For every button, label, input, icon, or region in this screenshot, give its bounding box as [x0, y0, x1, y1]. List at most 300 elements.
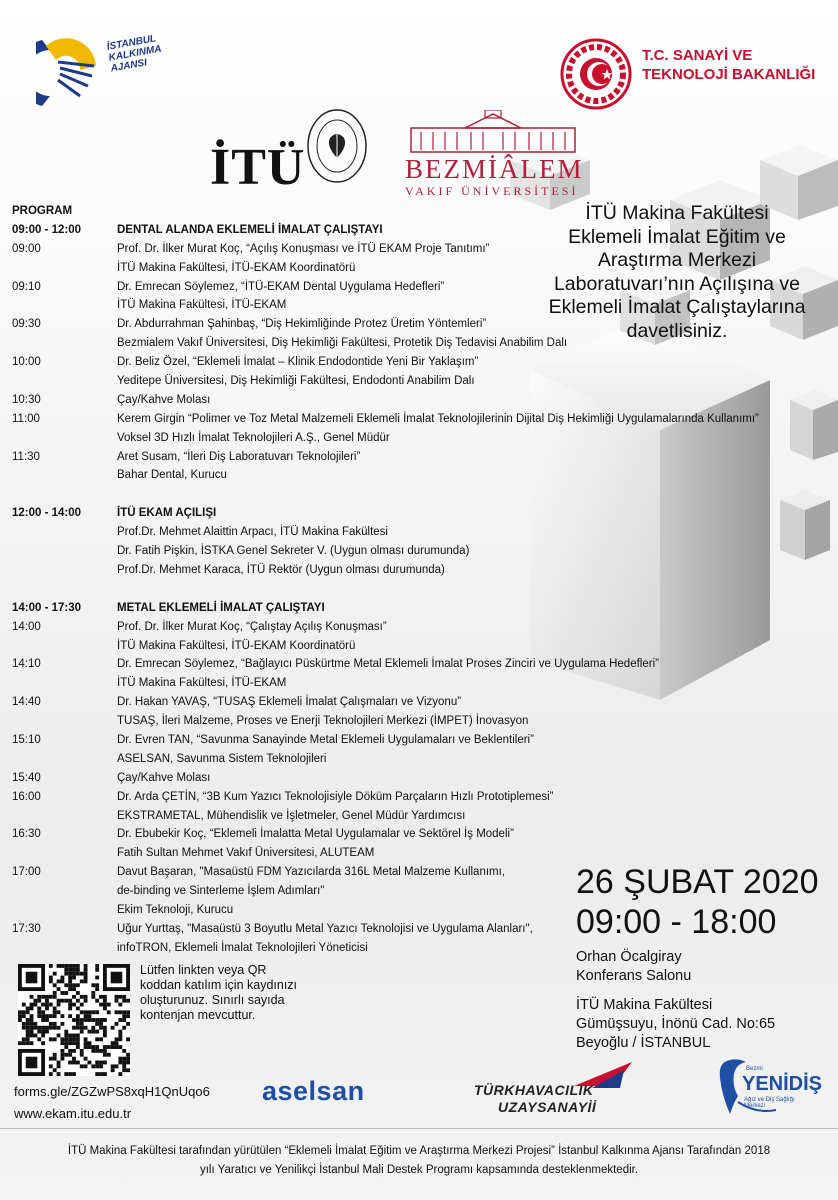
qr-module — [115, 1064, 119, 1068]
qr-module — [57, 1034, 61, 1038]
qr-module — [103, 1061, 107, 1065]
qr-module — [115, 1010, 119, 1014]
qr-module — [53, 1026, 57, 1030]
qr-module — [118, 1018, 122, 1022]
qr-module — [60, 979, 64, 983]
qr-module — [33, 1003, 37, 1007]
qr-module — [76, 1061, 80, 1065]
address-line: Beyoğlu / İSTANBUL — [576, 1035, 711, 1051]
qr-module — [80, 1030, 84, 1034]
qr-module — [60, 964, 64, 968]
qr-module — [118, 1003, 122, 1007]
session-time: 14:00 - 17:30 — [12, 601, 82, 614]
item-text: Dr. Fatih Pişkin, İSTKA Genel Sekreter V. (Uygun olması durumunda) — [117, 545, 470, 558]
qr-module — [57, 987, 61, 991]
qr-module — [49, 1057, 53, 1061]
qr-module — [84, 1026, 88, 1030]
qr-module — [72, 1003, 76, 1007]
program-row — [12, 240, 832, 259]
program-row — [12, 523, 832, 542]
invitation-line: Laboratuvarı’nın Açılışına ve — [553, 272, 801, 295]
item-text: İTÜ Makina Fakültesi, İTÜ-EKAM — [117, 299, 287, 312]
qr-code[interactable] — [18, 964, 130, 1076]
qr-module — [49, 1026, 53, 1030]
qr-module — [53, 1010, 57, 1014]
qr-module — [122, 1064, 126, 1068]
item-text: EKSTRAMETAL, Mühendislik ve İşletmeler, Genel Müdür Yardımcısı — [117, 809, 466, 822]
program-row — [12, 372, 832, 391]
item-time: 09:30 — [12, 318, 41, 331]
qr-module — [84, 1014, 88, 1018]
itu-seal-icon — [306, 108, 368, 184]
qr-module — [126, 1068, 130, 1072]
section-gap — [12, 485, 832, 504]
qr-module — [111, 1041, 115, 1045]
qr-module — [26, 1026, 30, 1030]
qr-module — [115, 1041, 119, 1045]
itu-logo: İTÜ — [210, 139, 306, 196]
item-time: 11:00 — [12, 412, 40, 425]
program-row — [12, 807, 832, 826]
qr-module — [26, 1034, 30, 1038]
address-line: İTÜ Makina Fakültesi — [576, 997, 713, 1013]
qr-module — [84, 976, 88, 980]
item-text: Prof.Dr. Mehmet Alaittin Arpacı, İTÜ Makina Fakültesi — [117, 526, 388, 539]
qr-module — [118, 995, 122, 999]
qr-module — [84, 1037, 88, 1041]
qr-module — [118, 1030, 122, 1034]
session-time: 12:00 - 14:00 — [12, 507, 82, 520]
qr-module — [84, 972, 88, 976]
qr-module — [76, 1045, 80, 1049]
qr-module — [115, 1045, 119, 1049]
qr-module — [68, 1014, 72, 1018]
qr-module — [37, 1006, 41, 1010]
qr-module — [76, 968, 80, 972]
qr-module — [84, 1064, 88, 1068]
program-row — [12, 391, 832, 410]
qr-module — [37, 999, 41, 1003]
qr-module — [30, 1003, 34, 1007]
qr-module — [99, 1072, 103, 1076]
qr-module — [64, 1041, 68, 1045]
program-row — [12, 788, 832, 807]
qr-module — [91, 1026, 95, 1030]
qr-module — [95, 1037, 99, 1041]
qr-module — [118, 1045, 122, 1049]
invitation-line: Eklemeli İmalat Çalıştaylarına — [548, 296, 806, 318]
bezmialem-building-icon — [405, 110, 581, 154]
qr-module — [68, 972, 72, 976]
qr-module — [49, 1072, 53, 1076]
qr-module — [57, 1003, 61, 1007]
item-text: Davut Başaran, "Masaüstü FDM Yazıcılarda 316L Metal Malzeme Kullanımı, — [117, 866, 506, 879]
qr-module — [72, 1037, 76, 1041]
qr-module — [37, 1037, 41, 1041]
qr-module — [57, 1026, 61, 1030]
aselsan-logo: aselsan — [262, 1076, 365, 1106]
qr-module — [53, 1037, 57, 1041]
qr-module — [115, 995, 119, 999]
item-text: Dr. Arda ÇETİN, “3B Kum Yazıcı Teknolojisiyle Döküm Parçaların Hızlı Prototiplemesi” — [117, 790, 554, 803]
qr-module — [95, 1045, 99, 1049]
qr-module — [118, 1010, 122, 1014]
qr-module — [84, 1057, 88, 1061]
qr-module — [84, 999, 88, 1003]
qr-module — [103, 1018, 107, 1022]
qr-module — [91, 1049, 95, 1053]
qr-module — [68, 1034, 72, 1038]
qr-module — [76, 964, 80, 968]
qr-module — [88, 1030, 92, 1034]
qr-module — [95, 1049, 99, 1053]
qr-module — [30, 995, 34, 999]
qr-module — [49, 964, 53, 968]
item-time: 15:10 — [12, 733, 41, 746]
program — [12, 202, 832, 958]
qr-module — [122, 1049, 126, 1053]
venue-line: Konferans Salonu — [576, 968, 692, 984]
invitation-line: Araştırma Merkezi — [597, 249, 757, 271]
item-text: Uğur Yurttaş, "Masaüstü 3 Boyutlu Metal Yazıcı Teknolojisi ve Uygulama Alanları", — [117, 922, 533, 935]
qr-module — [99, 1037, 103, 1041]
item-text: Prof.Dr. Mehmet Karaca, İTÜ Rektör (Uygun olması durumunda) — [117, 563, 445, 576]
program-row — [12, 825, 832, 844]
qr-module — [95, 1018, 99, 1022]
qr-module — [88, 1010, 92, 1014]
qr-module — [30, 1041, 34, 1045]
yenidis-logo — [716, 1056, 823, 1118]
qr-module — [115, 1022, 119, 1026]
qr-module — [84, 1041, 88, 1045]
qr-module — [64, 999, 68, 1003]
qr-module — [68, 1049, 72, 1053]
qr-module — [45, 999, 49, 1003]
qr-module — [80, 972, 84, 976]
qr-module — [41, 1041, 45, 1045]
qr-module — [103, 1045, 107, 1049]
event-date-block — [576, 862, 819, 942]
item-text: ASELSAN, Savunma Sistem Teknolojileri — [117, 752, 327, 765]
footer-divider — [0, 1128, 838, 1129]
item-time: 10:30 — [12, 393, 41, 406]
program-row — [12, 844, 832, 863]
qr-module — [72, 1026, 76, 1030]
qr-module — [95, 976, 99, 980]
qr-module — [95, 999, 99, 1003]
qr-module — [91, 995, 95, 999]
qr-module — [49, 976, 53, 980]
qr-module — [33, 1026, 37, 1030]
item-time: 16:30 — [12, 828, 41, 841]
qr-module — [95, 1010, 99, 1014]
item-text: Ekim Teknoloji, Kurucu — [117, 903, 234, 916]
qr-module — [95, 1061, 99, 1065]
qr-module — [76, 1006, 80, 1010]
qr-module — [72, 1072, 76, 1076]
qr-module — [91, 1010, 95, 1014]
qr-module — [49, 1003, 53, 1007]
qr-module — [45, 1030, 49, 1034]
bakanlik-logo-text — [642, 46, 822, 84]
qr-module — [22, 1026, 26, 1030]
qr-module — [103, 1026, 107, 1030]
qr-module — [49, 1064, 53, 1068]
qr-module — [99, 1064, 103, 1068]
qr-module — [103, 1006, 107, 1010]
program-row — [12, 674, 832, 693]
qr-module — [95, 987, 99, 991]
footer — [20, 1142, 818, 1180]
qr-module — [72, 1061, 76, 1065]
qr-module — [76, 1014, 80, 1018]
ika-emblem-icon — [36, 36, 106, 108]
qr-module — [64, 1030, 68, 1034]
qr-module — [76, 1026, 80, 1030]
qr-module — [103, 1030, 107, 1034]
qr-module — [118, 1061, 122, 1065]
qr-module — [49, 979, 53, 983]
qr-module — [68, 968, 72, 972]
qr-module — [60, 1057, 64, 1061]
qr-module — [76, 1041, 80, 1045]
qr-module — [95, 983, 99, 987]
qr-module — [57, 1061, 61, 1065]
qr-module — [72, 1018, 76, 1022]
invitation-line: İTÜ Makina Fakültesi — [585, 202, 769, 224]
qr-module — [26, 1030, 30, 1034]
program-row — [12, 429, 832, 448]
item-text: Aret Susam, “İleri Diş Laboratuvarı Teknolojileri” — [117, 450, 361, 463]
session-time: 09:00 - 12:00 — [12, 223, 82, 236]
item-time: 11:30 — [12, 450, 40, 463]
qr-module — [22, 1022, 26, 1026]
qr-module — [126, 1014, 130, 1018]
program-row — [12, 259, 832, 278]
qr-module — [99, 1049, 103, 1053]
qr-module — [95, 968, 99, 972]
qr-module — [26, 1006, 30, 1010]
qr-module — [64, 991, 68, 995]
qr-module — [91, 1018, 95, 1022]
qr-module — [33, 999, 37, 1003]
qr-module — [103, 1034, 107, 1038]
event-date: 26 ŞUBAT 2020 — [576, 863, 819, 901]
item-text: infoTRON, Eklemeli İmalat Teknolojileri Yöneticisi — [117, 941, 368, 954]
item-text: Prof. Dr. İlker Murat Koç, “Çalıştay Açılış Konuşması” — [117, 620, 387, 633]
qr-module — [80, 1018, 84, 1022]
qr-module — [64, 972, 68, 976]
qr-module — [76, 999, 80, 1003]
qr-module — [26, 1037, 30, 1041]
item-text: Bezmialem Vakıf Üniversitesi, Diş Hekimliği Fakültesi, Protetik Diş Tedavisi Anabilim Dalı — [117, 337, 568, 350]
qr-module — [30, 1034, 34, 1038]
item-text: Voksel 3D Hızlı İmalat Teknolojileri A.Ş., Genel Müdür — [117, 431, 390, 444]
qr-module — [72, 968, 76, 972]
qr-module — [53, 1053, 57, 1057]
qr-module — [30, 1030, 34, 1034]
qr-module — [68, 1037, 72, 1041]
qr-module — [95, 1030, 99, 1034]
item-text: de-binding ve Sinterleme İşlem Adımları" — [117, 885, 325, 898]
qr-module — [37, 1014, 41, 1018]
qr-module — [60, 1053, 64, 1057]
ika-logo-text: İSTANBUL KALKINMA AJANSI — [106, 33, 162, 75]
qr-module — [122, 995, 126, 999]
qr-module — [68, 983, 72, 987]
qr-module — [68, 987, 72, 991]
qr-module — [18, 1018, 22, 1022]
qr-module — [60, 1037, 64, 1041]
qr-module — [60, 1041, 64, 1045]
qr-module — [122, 1057, 126, 1061]
qr-module — [60, 1049, 64, 1053]
program-row — [12, 637, 832, 656]
qr-module — [107, 1053, 111, 1057]
qr-module — [30, 1014, 34, 1018]
qr-module — [118, 1037, 122, 1041]
qr-module — [103, 1072, 107, 1076]
qr-module — [68, 976, 72, 980]
item-text: Dr. Evren TAN, “Savunma Sanayinde Metal Eklemeli Uygulamaları ve Beklentileri” — [117, 733, 534, 746]
qr-module — [22, 1003, 26, 1007]
qr-module — [88, 1061, 92, 1065]
qr-module — [122, 1068, 126, 1072]
qr-module — [111, 1064, 115, 1068]
qr-module — [64, 1034, 68, 1038]
address-line: Gümüşsuyu, İnönü Cad. No:65 — [576, 1016, 776, 1032]
qr-module — [57, 1010, 61, 1014]
item-time: 17:00 — [12, 866, 41, 879]
session-title: İTÜ EKAM AÇILIŞI — [117, 507, 217, 520]
qr-module — [68, 964, 72, 968]
qr-module — [45, 1006, 49, 1010]
qr-module — [84, 995, 88, 999]
program-row — [12, 278, 832, 297]
qr-module — [115, 999, 119, 1003]
qr-module — [84, 1018, 88, 1022]
qr-module — [53, 1057, 57, 1061]
qr-module — [64, 1037, 68, 1041]
qr-module — [76, 972, 80, 976]
qr-module — [95, 964, 99, 968]
yenidis-name: YENİDİŞ — [742, 1073, 823, 1095]
qr-module — [126, 1022, 130, 1026]
qr-module — [26, 1041, 30, 1045]
yenidis-sub: Ağız ve Diş Sağlığı Merkezi — [744, 1097, 795, 1109]
qr-module — [53, 991, 57, 995]
ministry-emblem-icon — [560, 38, 632, 110]
qr-module — [41, 1030, 45, 1034]
program-row — [12, 655, 832, 674]
program-row — [12, 693, 832, 712]
qr-module — [49, 995, 53, 999]
qr-module — [91, 1030, 95, 1034]
qr-module — [88, 1018, 92, 1022]
item-time: 17:30 — [12, 922, 41, 935]
qr-module — [72, 983, 76, 987]
qr-module — [41, 1018, 45, 1022]
program-row — [12, 410, 832, 429]
qr-module — [60, 976, 64, 980]
section-gap — [12, 580, 832, 599]
qr-module — [49, 1022, 53, 1026]
qr-module — [99, 1022, 103, 1026]
qr-module — [64, 1053, 68, 1057]
qr-module — [91, 1045, 95, 1049]
program-row — [12, 561, 832, 580]
qr-module — [45, 995, 49, 999]
bakanlik-line1: T.C. SANAYİ VE — [642, 47, 753, 64]
qr-module — [76, 1022, 80, 1026]
session-header — [12, 599, 832, 618]
qr-module — [84, 979, 88, 983]
form-link[interactable]: forms.gle/ZGZwPS8xqH1QnUqo6 — [14, 1084, 210, 1099]
qr-module — [122, 1026, 126, 1030]
qr-module — [99, 1026, 103, 1030]
qr-module — [57, 999, 61, 1003]
item-text: Dr. Ebubekir Koç, “Eklemeli İmalatta Metal Uygulamalar ve Sektörel İş Modeli” — [117, 828, 514, 841]
qr-module — [72, 972, 76, 976]
qr-module — [26, 1010, 30, 1014]
qr-module — [111, 1026, 115, 1030]
item-text: İTÜ Makina Fakültesi, İTÜ-EKAM Koordinatörü — [117, 639, 356, 652]
qr-module — [103, 999, 107, 1003]
invitation-line: davetlisiniz. — [626, 319, 728, 342]
qr-module — [41, 1014, 45, 1018]
invitation-line: Eklemeli İmalat Eğitim ve — [568, 225, 786, 248]
website-link[interactable]: www.ekam.itu.edu.tr — [14, 1106, 132, 1121]
qr-module — [45, 1014, 49, 1018]
bezmialem-sub: VAKIF ÜNİVERSİTESİ — [405, 184, 579, 198]
bakanlik-logo — [560, 38, 820, 108]
qr-module — [76, 983, 80, 987]
session-title: METAL EKLEMELİ İMALAT ÇALIŞTAYI — [117, 601, 325, 614]
qr-module — [26, 972, 38, 984]
qr-module — [118, 1057, 122, 1061]
qr-module — [80, 1003, 84, 1007]
qr-module — [68, 1041, 72, 1045]
qr-module — [88, 1045, 92, 1049]
item-text: Bahar Dental, Kurucu — [117, 469, 227, 482]
item-text: Prof. Dr. İlker Murat Koç, “Açılış Konuşması ve İTÜ EKAM Proje Tanıtımı” — [117, 242, 490, 255]
qr-module — [64, 1072, 68, 1076]
qr-module — [49, 1014, 53, 1018]
yenidis-top: Bezmi — [746, 1066, 763, 1072]
qr-module — [26, 1057, 38, 1069]
item-text: Kerem Girgin “Polimer ve Toz Metal Malzemeli Eklemeli İmalat Teknolojilerinin Dijital Diş Hekimliği Uygulamalarında Kullanımı” — [117, 412, 759, 425]
qr-module — [18, 1010, 22, 1014]
qr-module — [115, 1037, 119, 1041]
qr-module — [91, 1064, 95, 1068]
qr-module — [49, 1037, 53, 1041]
qr-module — [22, 1010, 26, 1014]
item-time: 10:00 — [12, 356, 41, 369]
qr-module — [111, 1045, 115, 1049]
qr-module — [37, 995, 41, 999]
qr-module — [95, 1022, 99, 1026]
qr-module — [103, 995, 107, 999]
qr-module — [30, 1026, 34, 1030]
qr-module — [72, 964, 76, 968]
qr-module — [103, 1049, 107, 1053]
item-time: 14:40 — [12, 696, 41, 709]
item-text: Dr. Abdurrahman Şahinbaş, “Diş Hekimliğinde Protez Üretim Yöntemleri” — [117, 318, 487, 331]
qr-module — [80, 1049, 84, 1053]
qr-module — [60, 1022, 64, 1026]
qr-module — [22, 1041, 26, 1045]
qr-module — [60, 991, 64, 995]
